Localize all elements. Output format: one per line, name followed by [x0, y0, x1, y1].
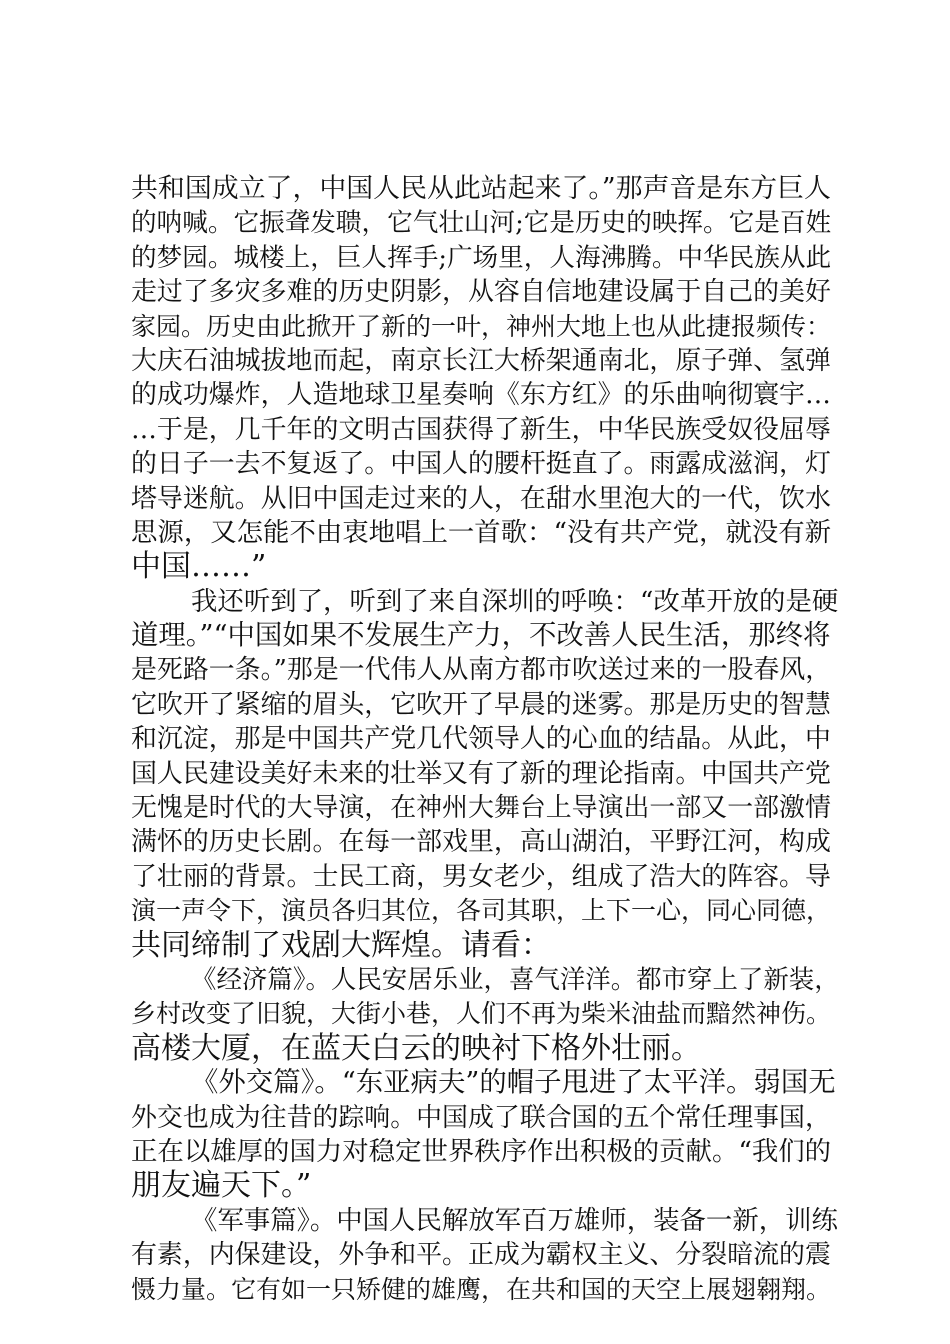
text-line: 高楼大厦，在蓝天白云的映衬下格外壮丽。: [131, 1030, 701, 1066]
text-line: 的日子一去不复返了。中国人的腰杆挺直了。雨露成滋润，灯: [131, 449, 831, 480]
text-line: 的成功爆炸，人造地球卫星奏响《东方红》的乐曲响彻寰宇…: [131, 380, 831, 411]
text-line: 大庆石油城拔地而起，南京长江大桥架通南北，原子弹、氢弹: [131, 345, 831, 376]
text-line: 共和国成立了，中国人民从此站起来了。”那声音是东方巨人: [131, 173, 831, 204]
paragraph-first-line: 《外交篇》。“东亚病夫”的帽子甩进了太平洋。弱国无: [191, 1067, 836, 1099]
text-line: 道理。”“中国如果不发展生产力，不改善人民生活，那终将: [131, 620, 831, 652]
text-line: 思源，又怎能不由衷地唱上一首歌：“没有共产党，就没有新: [131, 516, 832, 548]
text-line: 的梦园。城楼上，巨人挥手;广场里，人海沸腾。中华民族从此: [131, 242, 832, 273]
paragraph-first-line: 我还听到了，听到了来自深圳的呼唤：“改革开放的是硬: [191, 585, 839, 617]
text-line: 无愧是时代的大导演，在神州大舞台上导演出一部又一部激情: [131, 793, 831, 824]
text-line: 演一声令下，演员各归其位，各司其职，上下一心，同心同德，: [131, 896, 832, 926]
text-line: 了壮丽的背景。士民工商，男女老少，组成了浩大的阵容。导: [131, 861, 831, 892]
text-line: 有素，内保建设，外争和平。正成为霸权主义、分裂暗流的震: [131, 1240, 831, 1271]
text-line: 满怀的历史长剧。在每一部戏里，高山湖泊，平野江河，构成: [131, 827, 831, 858]
text-line: 是死路一条。”那是一代伟人从南方都市吹送过来的一股春风，: [131, 655, 832, 686]
paragraph-first-line: 《经济篇》。人民安居乐业，喜气洋洋。都市穿上了新装，: [191, 964, 840, 995]
text-line: 塔导迷航。从旧中国走过来的人，在甜水里泡大的一代，饮水: [131, 483, 831, 514]
text-line: 和沉淀，那是中国共产党几代领导人的心血的结晶。从此，中: [131, 724, 831, 755]
text-line: 走过了多灾多难的历史阴影，从容自信地建设属于自己的美好: [131, 277, 831, 308]
text-line: 国人民建设美好未来的壮举又有了新的理论指南。中国共产党: [131, 758, 831, 789]
text-line: 朋友遍天下。”: [131, 1168, 312, 1204]
text-line: 慑力量。它有如一只矫健的雄鹰，在共和国的天空上展翅翱翔。: [131, 1274, 832, 1304]
text-line: …于是，几千年的文明古国获得了新生，中华民族受奴役屈辱: [131, 414, 831, 445]
paragraph-first-line: 《军事篇》。中国人民解放军百万雄师，装备一新，训练: [191, 1204, 838, 1236]
text-line: 正在以雄厚的国力对稳定世界秩序作出积极的贡献。“我们的: [131, 1135, 832, 1167]
text-line: 家园。历史由此掀开了新的一叶，神州大地上也从此捷报频传：: [131, 311, 832, 341]
text-line: 共同缔制了戏剧大辉煌。请看：: [131, 927, 551, 963]
text-line: 它吹开了紧缩的眉头，它吹开了早晨的迷雾。那是历史的智慧: [131, 689, 831, 720]
document-text-body: [131, 172, 840, 1307]
text-line: 乡村改变了旧貌，大街小巷，人们不再为柴米油盐而黯然神伤。: [131, 999, 832, 1029]
text-line: 的呐喊。它振聋发聩，它气壮山河;它是历史的映挥。它是百姓: [131, 208, 832, 239]
text-line: 外交也成为往昔的踪响。中国成了联合国的五个常任理事国，: [131, 1102, 831, 1133]
text-line: 中国……”: [131, 549, 267, 585]
